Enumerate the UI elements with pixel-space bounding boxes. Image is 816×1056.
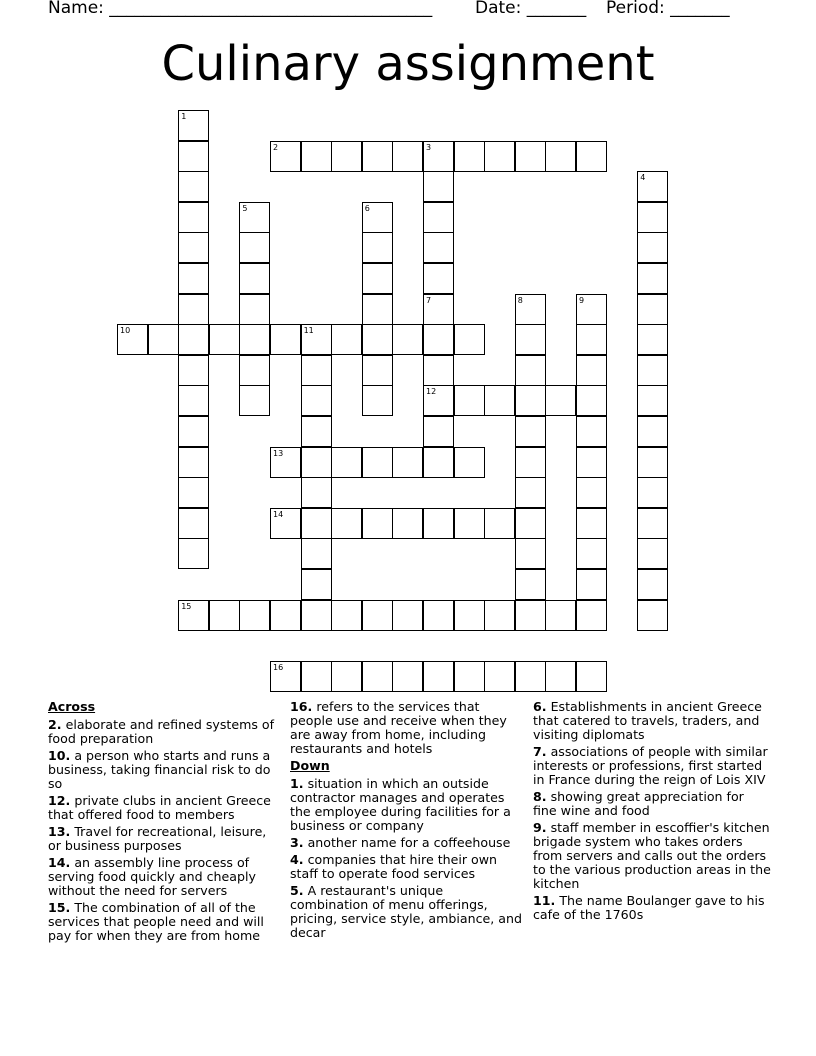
clue-down-11: 11. The name Boulanger gave to his cafe of the 1760s <box>533 893 765 922</box>
grid-cell[interactable] <box>301 324 332 355</box>
grid-cell[interactable] <box>515 538 546 569</box>
clue-across-10: 10. a person who starts and runs a business, taking financial risk to do so <box>48 748 271 791</box>
across-heading: Across <box>48 699 96 714</box>
grid-cell[interactable] <box>117 324 148 355</box>
grid-cell[interactable] <box>576 416 607 447</box>
grid-cell[interactable] <box>270 141 301 172</box>
grid-cell[interactable] <box>301 508 332 539</box>
grid-cell[interactable] <box>362 661 393 692</box>
grid-cell[interactable] <box>178 477 209 508</box>
grid-cell[interactable] <box>392 508 423 539</box>
grid-cell[interactable] <box>270 661 301 692</box>
clue-down-7: 7. associations of people with similar interests or professions, first started in France during the reign of Lois XIV <box>533 744 768 787</box>
grid-cell[interactable] <box>576 569 607 600</box>
clue-across-16: 16. refers to the services that people use and receive when they are away from home, including restaurants and hotels <box>290 699 507 756</box>
grid-cell[interactable] <box>545 385 576 416</box>
cell-number: 15 <box>181 601 192 611</box>
grid-cell[interactable] <box>331 508 362 539</box>
clue-down-1: 1. situation in which an outside contractor manages and operates the employee during facilities for a business or company <box>290 776 511 833</box>
grid-cell[interactable] <box>178 508 209 539</box>
clue-across-12: 12. private clubs in ancient Greece that offered food to members <box>48 793 271 822</box>
clue-across-15: 15. The combination of all of the services that people need and will pay for when they are from home <box>48 900 264 943</box>
grid-cell[interactable] <box>637 508 668 539</box>
grid-cell[interactable] <box>362 263 393 294</box>
grid-cell[interactable] <box>454 447 485 478</box>
grid-cell[interactable] <box>178 202 209 233</box>
cell-number: 4 <box>640 173 646 183</box>
grid-cell[interactable] <box>270 447 301 478</box>
grid-cell[interactable] <box>423 600 454 631</box>
grid-cell[interactable] <box>637 294 668 325</box>
grid-cell[interactable] <box>515 508 546 539</box>
clue-down-4: 4. companies that hire their own staff to operate food services <box>290 852 498 881</box>
clues-column-1 <box>48 700 280 946</box>
grid-cell[interactable] <box>362 232 393 263</box>
grid-cell[interactable] <box>178 232 209 263</box>
grid-cell[interactable] <box>239 385 270 416</box>
grid-cell[interactable] <box>423 447 454 478</box>
cell-number: 8 <box>517 295 523 305</box>
grid-cell[interactable] <box>515 569 546 600</box>
grid-cell[interactable] <box>392 661 423 692</box>
clue-down-3: 3. another name for a coffeehouse <box>290 835 511 850</box>
grid-cell[interactable] <box>576 508 607 539</box>
clue-down-8: 8. showing great appreciation for fine wine and food <box>533 789 744 818</box>
grid-cell[interactable] <box>515 447 546 478</box>
grid-cell[interactable] <box>454 324 485 355</box>
grid-cell[interactable] <box>637 477 668 508</box>
grid-cell[interactable] <box>301 355 332 386</box>
grid-cell[interactable] <box>178 447 209 478</box>
grid-cell[interactable] <box>301 569 332 600</box>
grid-cell[interactable] <box>637 600 668 631</box>
cell-number: 16 <box>273 662 284 672</box>
grid-cell[interactable] <box>637 385 668 416</box>
grid-cell[interactable] <box>178 538 209 569</box>
grid-cell[interactable] <box>637 232 668 263</box>
grid-cell[interactable] <box>178 110 209 141</box>
grid-cell[interactable] <box>331 447 362 478</box>
grid-cell[interactable] <box>209 324 240 355</box>
grid-cell[interactable] <box>515 141 546 172</box>
grid-cell[interactable] <box>454 385 485 416</box>
grid-cell[interactable] <box>423 141 454 172</box>
grid-cell[interactable] <box>239 355 270 386</box>
grid-cell[interactable] <box>454 661 485 692</box>
grid-cell[interactable] <box>270 324 301 355</box>
grid-cell[interactable] <box>637 447 668 478</box>
grid-cell[interactable] <box>484 385 515 416</box>
grid-cell[interactable] <box>239 294 270 325</box>
grid-cell[interactable] <box>515 477 546 508</box>
grid-cell[interactable] <box>454 508 485 539</box>
grid-cell[interactable] <box>576 477 607 508</box>
grid-cell[interactable] <box>454 141 485 172</box>
grid-cell[interactable] <box>576 294 607 325</box>
grid-cell[interactable] <box>331 324 362 355</box>
cell-number: 1 <box>181 112 187 121</box>
grid-cell[interactable] <box>637 569 668 600</box>
grid-cell[interactable] <box>301 661 332 692</box>
grid-cell[interactable] <box>178 355 209 386</box>
grid-cell[interactable] <box>423 171 454 202</box>
clue-across-2: 2. elaborate and refined systems of food preparation <box>48 717 275 746</box>
grid-cell[interactable] <box>362 355 393 386</box>
grid-cell[interactable] <box>392 324 423 355</box>
grid-cell[interactable] <box>362 294 393 325</box>
grid-cell[interactable] <box>484 661 515 692</box>
grid-cell[interactable] <box>392 447 423 478</box>
grid-cell[interactable] <box>545 141 576 172</box>
clue-down-6: 6. Establishments in ancient Greece that catered to travels, traders, and visiting diplomats <box>533 699 762 742</box>
grid-cell[interactable] <box>178 263 209 294</box>
cell-number: 11 <box>303 326 314 336</box>
clues-column-3 <box>533 700 771 925</box>
grid-cell[interactable] <box>301 600 332 631</box>
down-heading: Down <box>290 758 330 773</box>
grid-cell[interactable] <box>545 661 576 692</box>
clue-down-5: 5. A restaurant's unique combination of menu offerings, pricing, service style, ambiance, and decar <box>290 883 522 940</box>
grid-cell[interactable] <box>148 324 179 355</box>
grid-cell[interactable] <box>270 600 301 631</box>
grid-cell[interactable] <box>637 171 668 202</box>
grid-cell[interactable] <box>484 141 515 172</box>
grid-cell[interactable] <box>209 600 240 631</box>
grid-cell[interactable] <box>331 661 362 692</box>
grid-cell[interactable] <box>515 600 546 631</box>
grid-cell[interactable] <box>576 141 607 172</box>
period-field[interactable]: Period: _______ <box>606 0 730 18</box>
clue-across-13: 13. Travel for recreational, leisure, or business purposes <box>48 824 267 853</box>
grid-cell[interactable] <box>178 416 209 447</box>
grid-cell[interactable] <box>576 600 607 631</box>
grid-cell[interactable] <box>239 324 270 355</box>
cell-number: 3 <box>426 142 432 152</box>
grid-cell[interactable] <box>423 355 454 386</box>
grid-cell[interactable] <box>239 202 270 233</box>
grid-cell[interactable] <box>301 538 332 569</box>
grid-cell[interactable] <box>515 294 546 325</box>
grid-cell[interactable] <box>178 171 209 202</box>
cell-number: 7 <box>426 295 432 305</box>
grid-cell[interactable] <box>423 661 454 692</box>
grid-cell[interactable] <box>576 385 607 416</box>
grid-cell[interactable] <box>637 324 668 355</box>
grid-cell[interactable] <box>301 447 332 478</box>
page-title: Culinary assignment <box>161 36 655 92</box>
grid-cell[interactable] <box>423 232 454 263</box>
date-field[interactable]: Date: _______ <box>475 0 587 18</box>
grid-cell[interactable] <box>515 385 546 416</box>
grid-cell[interactable] <box>515 355 546 386</box>
grid-cell[interactable] <box>178 385 209 416</box>
cell-number: 5 <box>242 203 248 213</box>
grid-cell[interactable] <box>515 661 546 692</box>
grid-cell[interactable] <box>423 324 454 355</box>
grid-cell[interactable] <box>362 324 393 355</box>
clue-down-9: 9. staff member in escoffier's kitchen brigade system who takes orders from servers and calls out the orders to the various production areas in the kitchen <box>533 820 771 891</box>
grid-cell[interactable] <box>576 324 607 355</box>
cell-number: 13 <box>273 448 284 458</box>
cell-number: 10 <box>120 326 131 336</box>
grid-cell[interactable] <box>331 600 362 631</box>
grid-cell[interactable] <box>637 263 668 294</box>
grid-cell[interactable] <box>423 263 454 294</box>
grid-cell[interactable] <box>637 355 668 386</box>
cell-number: 9 <box>579 295 585 305</box>
grid-cell[interactable] <box>178 141 209 172</box>
cell-number: 14 <box>273 509 284 519</box>
grid-cell[interactable] <box>423 385 454 416</box>
grid-cell[interactable] <box>637 538 668 569</box>
grid-cell[interactable] <box>239 232 270 263</box>
grid-cell[interactable] <box>423 294 454 325</box>
grid-cell[interactable] <box>178 600 209 631</box>
cell-number: 2 <box>273 142 279 152</box>
grid-cell[interactable] <box>576 538 607 569</box>
grid-cell[interactable] <box>423 508 454 539</box>
grid-cell[interactable] <box>331 141 362 172</box>
grid-cell[interactable] <box>423 202 454 233</box>
grid-cell[interactable] <box>484 508 515 539</box>
grid-cell[interactable] <box>637 416 668 447</box>
grid-cell[interactable] <box>392 600 423 631</box>
grid-cell[interactable] <box>576 447 607 478</box>
grid-cell[interactable] <box>301 141 332 172</box>
grid-cell[interactable] <box>576 355 607 386</box>
grid-cell[interactable] <box>362 141 393 172</box>
grid-cell[interactable] <box>362 385 393 416</box>
grid-cell[interactable] <box>178 324 209 355</box>
grid-cell[interactable] <box>515 416 546 447</box>
grid-cell[interactable] <box>239 600 270 631</box>
grid-cell[interactable] <box>301 416 332 447</box>
grid-cell[interactable] <box>392 141 423 172</box>
grid-cell[interactable] <box>178 294 209 325</box>
grid-cell[interactable] <box>362 447 393 478</box>
clue-across-14: 14. an assembly line process of serving food quickly and cheaply without the need for servers <box>48 855 256 898</box>
grid-cell[interactable] <box>362 202 393 233</box>
clues-column-2 <box>290 700 522 943</box>
grid-cell[interactable] <box>454 600 485 631</box>
cell-number: 6 <box>364 203 370 213</box>
grid-cell[interactable] <box>515 324 546 355</box>
name-field[interactable]: Name: ______________________________________ <box>48 0 433 18</box>
grid-cell[interactable] <box>423 416 454 447</box>
grid-cell[interactable] <box>484 600 515 631</box>
grid-cell[interactable] <box>576 661 607 692</box>
grid-cell[interactable] <box>362 508 393 539</box>
grid-cell[interactable] <box>545 600 576 631</box>
grid-cell[interactable] <box>301 477 332 508</box>
grid-cell[interactable] <box>301 385 332 416</box>
cell-number: 12 <box>426 387 437 397</box>
grid-cell[interactable] <box>270 508 301 539</box>
grid-cell[interactable] <box>362 600 393 631</box>
grid-cell[interactable] <box>239 263 270 294</box>
grid-cell[interactable] <box>637 202 668 233</box>
